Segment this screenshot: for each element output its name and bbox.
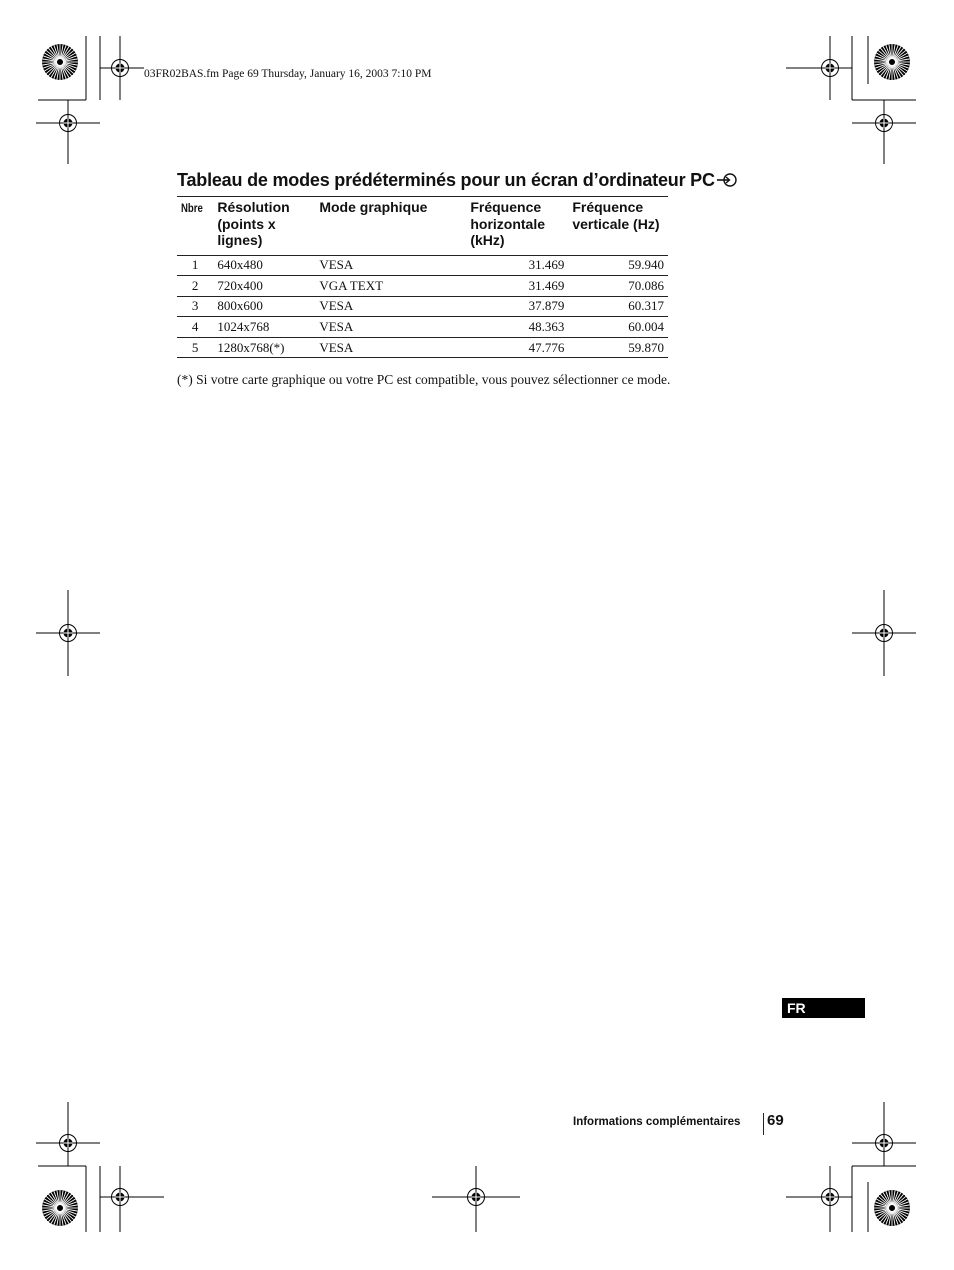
- table-row: [177, 296, 668, 317]
- cell-mode: VGA TEXT: [315, 276, 466, 297]
- language-tab: FR: [782, 998, 865, 1018]
- cell-vertical: 70.086: [568, 276, 668, 297]
- starburst-target-icon: [42, 1190, 78, 1226]
- cell-resolution: 640x480: [213, 255, 315, 276]
- starburst-target-icon: [874, 44, 910, 80]
- section-title-text: Tableau de modes prédéterminés pour un écran d’ordinateur PC: [177, 170, 715, 190]
- cell-nbre: 2: [177, 276, 213, 297]
- cell-resolution: 1280x768(*): [217, 339, 285, 355]
- col-header-vertical: Fréquence verticale (Hz): [568, 197, 668, 256]
- cell-nbre: 3: [177, 296, 213, 317]
- cell-horizontal: 37.879: [466, 296, 568, 317]
- col-header-horizontal: Fréquence horizontale (kHz): [466, 197, 568, 256]
- starburst-target-icon: [42, 44, 78, 80]
- pc-input-icon: [716, 172, 738, 188]
- cell-horizontal: 31.469: [466, 276, 568, 297]
- table-row: [177, 276, 668, 297]
- cell-nbre: 1: [177, 255, 213, 276]
- cell-vertical: 59.940: [568, 255, 668, 276]
- cell-resolution: 800x600: [213, 296, 315, 317]
- compatibility-note: (*) Si votre carte graphique ou votre PC est compatible, vous pouvez sélectionner ce mode.: [177, 372, 671, 387]
- preset-modes-table: [177, 196, 668, 358]
- cell-resolution: 1024x768: [213, 317, 315, 338]
- cell-vertical: 60.317: [568, 296, 668, 317]
- cell-mode: VESA: [315, 317, 466, 338]
- table-row: [177, 337, 668, 358]
- cell-nbre: 4: [177, 317, 213, 338]
- footer-divider: [763, 1113, 764, 1135]
- table-row: [177, 255, 668, 276]
- cell-horizontal: 48.363: [466, 317, 568, 338]
- footer-section-label: Informations complémentaires: [573, 1116, 741, 1128]
- page-number: 69: [767, 1112, 784, 1129]
- col-header-resolution: Résolution (points x lignes): [213, 197, 315, 256]
- cell-vertical: 60.004: [568, 317, 668, 338]
- cell-horizontal: 47.776: [528, 339, 565, 355]
- cell-horizontal: 31.469: [466, 255, 568, 276]
- col-header-mode: Mode graphique: [315, 197, 466, 256]
- file-info-header: 03FR02BAS.fm Page 69 Thursday, January 16, 2003 7:10 PM: [144, 68, 432, 80]
- cell-mode: VESA: [319, 339, 354, 355]
- col-header-nbre: Nbre: [177, 197, 206, 256]
- cell-nbre: 5: [191, 339, 199, 355]
- table-header-row: [177, 197, 668, 256]
- table-row: [177, 317, 668, 338]
- section-title: [177, 170, 738, 191]
- cell-mode: VESA: [315, 296, 466, 317]
- starburst-target-icon: [874, 1190, 910, 1226]
- cell-vertical: 59.870: [628, 339, 664, 355]
- cell-mode: VESA: [315, 255, 466, 276]
- cell-resolution: 720x400: [213, 276, 315, 297]
